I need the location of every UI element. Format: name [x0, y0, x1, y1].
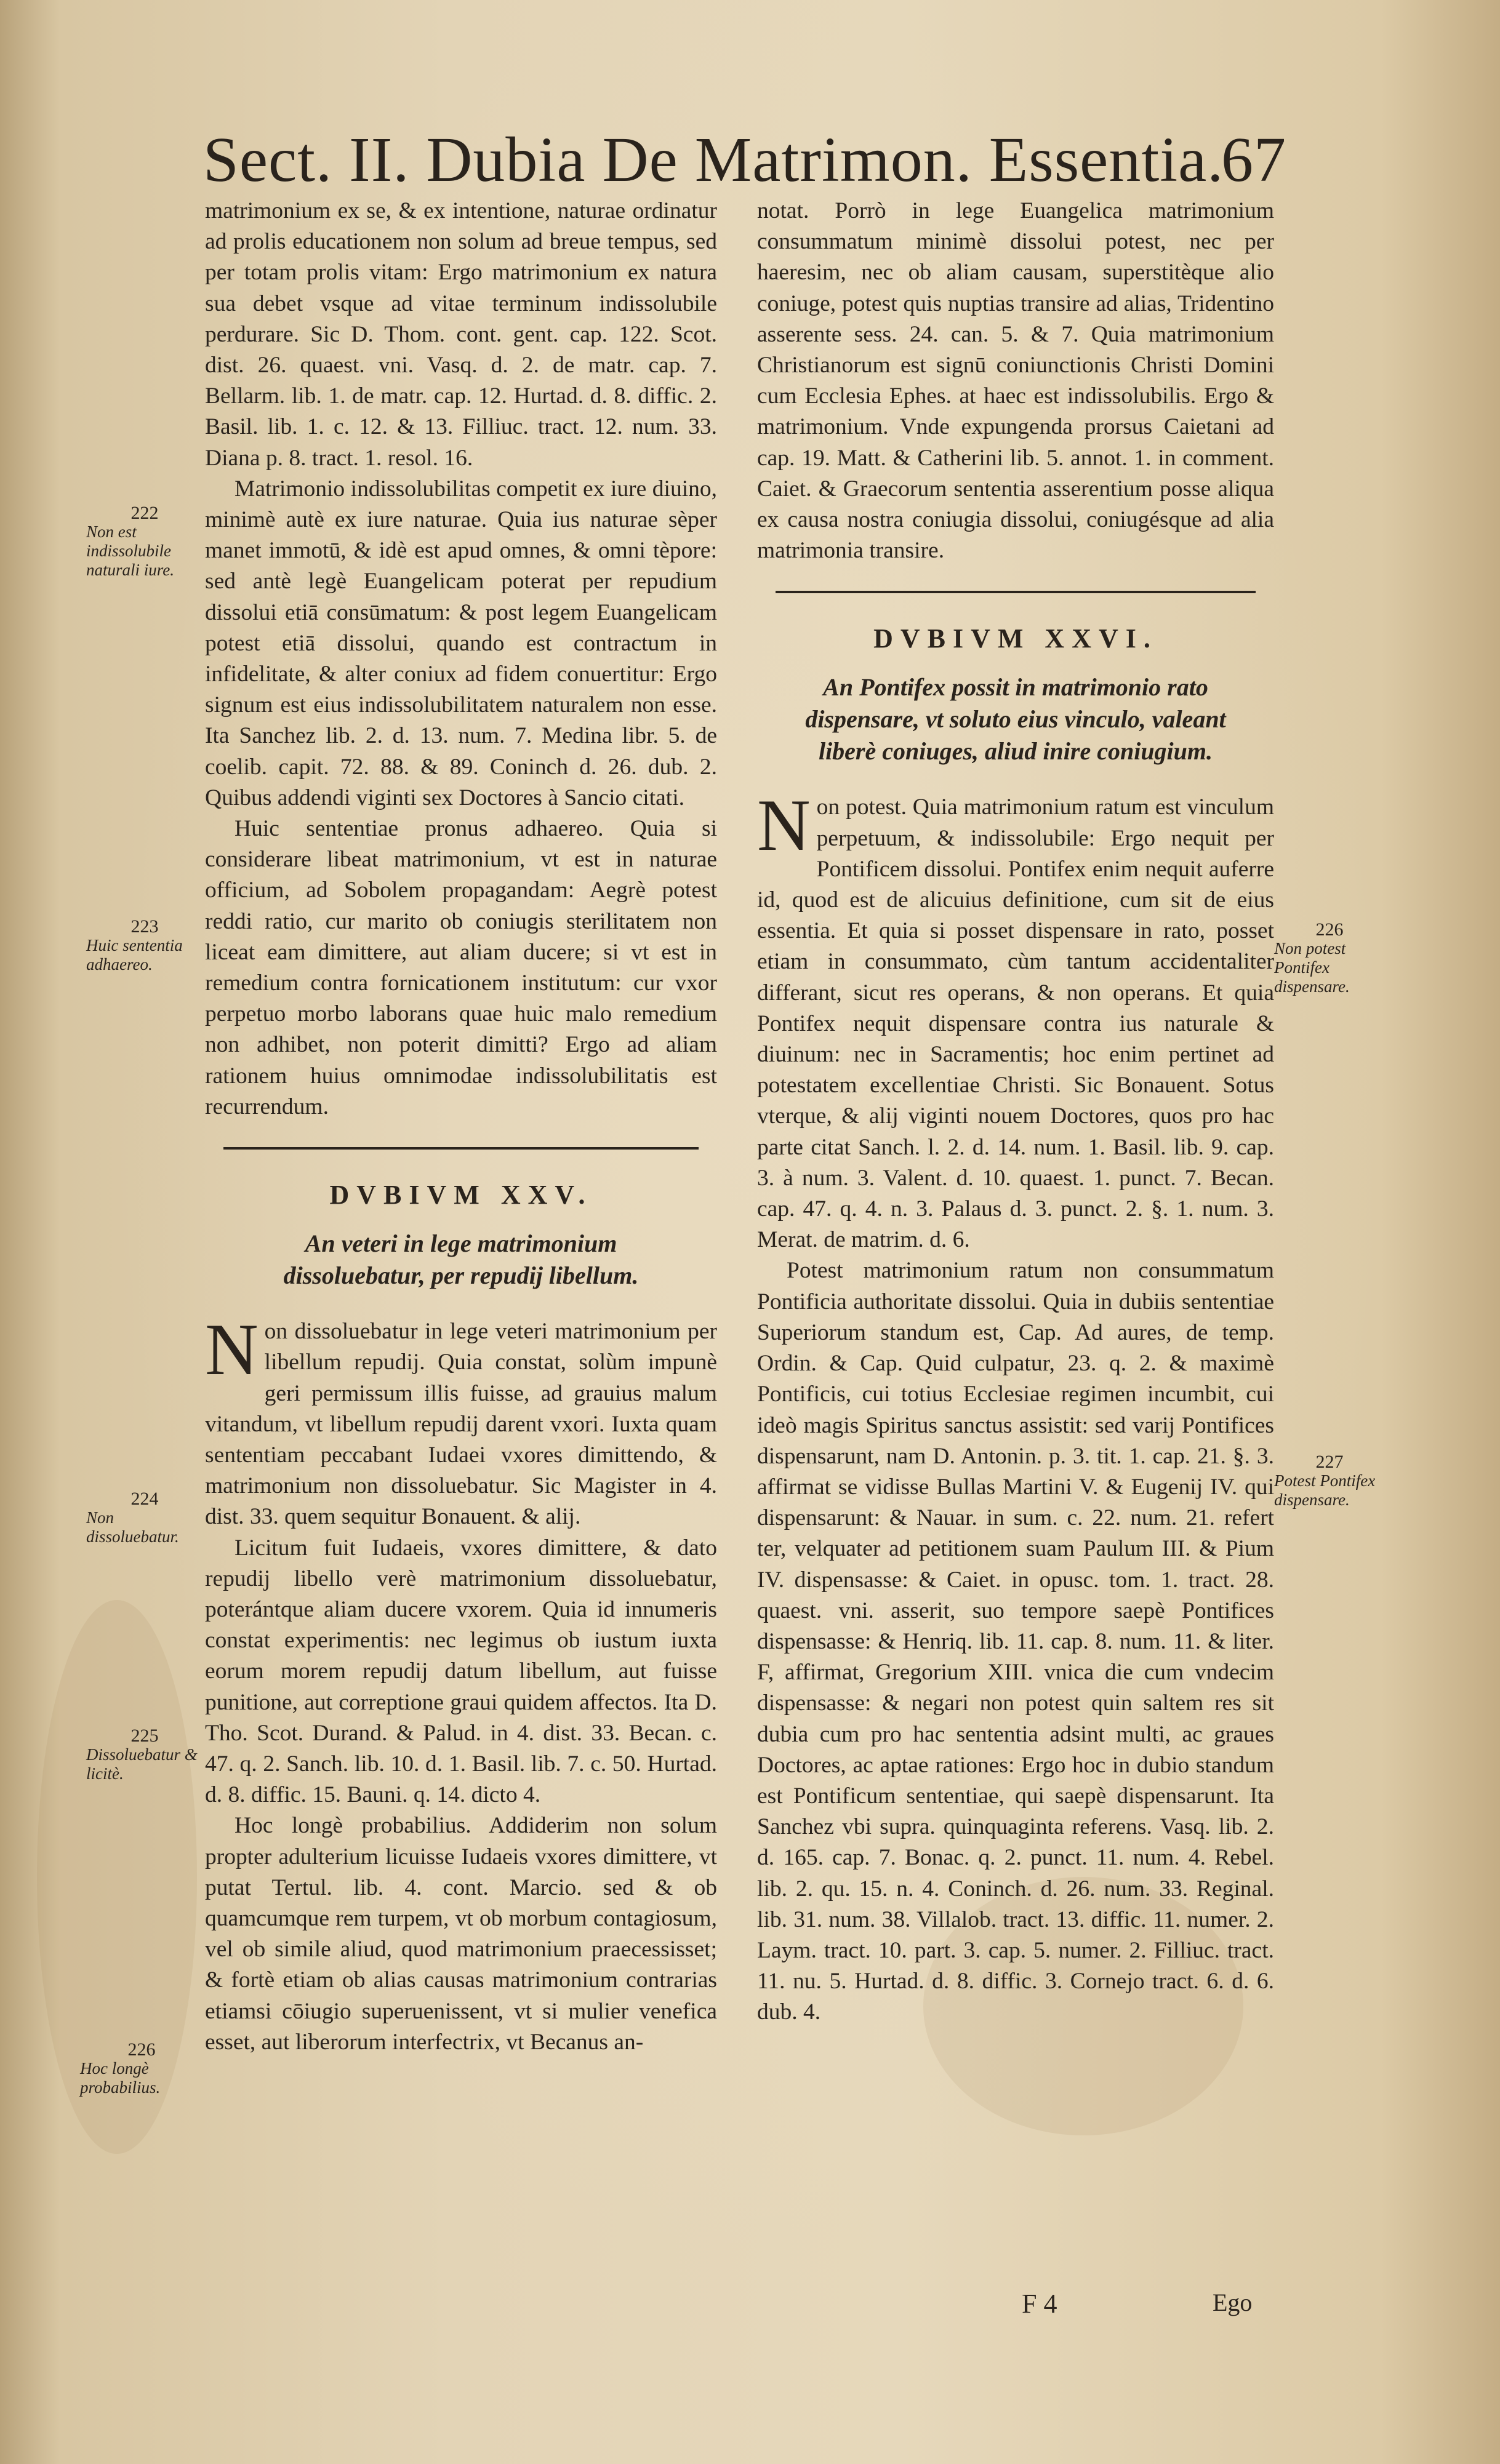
- left-column: [205, 196, 717, 2058]
- margin-note-223: 223 Huic sententia adhaereo.: [86, 916, 183, 974]
- section-divider: [223, 1147, 699, 1150]
- paragraph-224: Non dissoluebatur in lege veteri matrimonium per libellum repudij. Quia constat, solùm impunè geri permissum illis fuisse, ad grauius malum vitandum, vt libellum repudij darent vxori. Iuxta quam sententiam peccabant Iudaei vxores dimittendo, & matrimonium non dissoluebatur. Sic Magister in 4. dist. 33. quem sequitur Bonauent. & alij.: [205, 1308, 717, 1530]
- running-head: [203, 123, 1286, 197]
- margin-note-225: 225 Dissoluebatur & licitè.: [86, 1726, 198, 1783]
- dubium-xxv-heading: DVBIVM XXV.: [329, 1180, 593, 1210]
- paragraph-226: Hoc longè probabilius. Addiderim non solum propter adulterium licuisse Iudaeis vxores dimittere, vt putat Tertul. lib. 4. cont. Marcio. sed & ob quamcumque rem turpem, vt ob morbum contagiosum, vel ob simile aliud, quod matrimonium praecessisset; & fortè etiam ob alias causas matrimonium contrarias etiamsi cōiugio superuenissent, vt si mulier venefica esset, aut liberorum interfectrix, vt Becanus an-: [205, 1813, 717, 2055]
- paragraph-227: Potest matrimonium ratum non consummatum Pontificia authoritate dissolui. Quia in dubiis sententiae Superiorum standum est, Cap. Ad aures, de temp. Ordin. & Cap. Quid culpatur, 23. q. 2. & maximè Pontificis, cui totius Ecclesiae regimen incumbit, cui ideò magis Spiritus sanctus assistit: sed varij Pontifices dispensarunt, nam D. Antonin. p. 3. tit. 1. cap. 21. §. 3. affirmat se vidisse Bullas Martini V. & Eugenij IV. qui dispensarunt: & Nauar. in sum. c. 22. num. 21. refert ter, velquater ad petitionem suam Paulum III. & Pium IV. dispensasse: & Caiet. in opusc. tom. 1. tract. 28. quaest. vni. asserit, suo tempore saepè Pontifices dispensasse: & Henriq. lib. 11. cap. 8. num. 11. & liter. F, affirmat, Gregorium XIII. vnica die cum vndecim dispensasse: & negari non potest quin saltem res sit dubia cum pro hac sententia adsint multi, ac graues Doctores, ac aptae rationes: Ergo hoc in dubio standum est Pontificum sententiae, qui saepè dispensarunt. Ita Sanchez vbi supra. quinquaginta referens. Vasq. lib. 2. d. 165. cap. 7. Bonac. q. 2. punct. 11. num. 4. Rebel. lib. 2. qu. 15. n. 4. Coninch. d. 26. num. 33. Reginal. lib. 31. num. 38. Villalob. tract. 13. diffic. 11. numer. 2. Laym. tract. 10. part. 3. cap. 5. numer. 2. Filliuc. tract. 11. nu. 5. Hurtad. d. 8. diffic. 3. Cornejo tract. 6. d. 6. dub. 4.: [757, 1258, 1274, 2025]
- page-number: 67: [1221, 124, 1286, 195]
- paragraph-222: Matrimonio indissolubilitas competit ex iure diuino, minimè autè ex iure naturae. Quia ius naturae sèper manet immotū, & idè est apud omnes, & omni tèpore: sed antè legè Euangelicam poterat per repudium dissolui etiā consūmatum: & post legem Euangelicam potest etiā dissolui, quando est contractum in infidelitate, & alter coniux ad fidem conuertitur: Ergo signum est eius indissolubilitatem naturalem non esse. Ita Sanchez lib. 2. d. 13. num. 7. Medina libr. 5. de coelib. capit. 72. 88. & 89. Coninch d. 26. dub. 2. Quibus addendi viginti sex Doctores à Sancio citati.: [205, 476, 717, 810]
- margin-note-226: 226 Hoc longè probabilius.: [80, 2039, 161, 2097]
- margin-note-226-right: 226 Non potest Pontifex dispensare.: [1274, 919, 1350, 996]
- paragraph-continued: notat. Porrò in lege Euangelica matrimonium consummatum minimè dissolui potest, nec per haeresim, nec ob aliam causam, superstitèque alio coniuge, potest quis nuptias transire ad alias, Tridentino asserente sess. 24. can. 5. & 7. Quia matrimonium Christianorum est signū coniunctionis Christi Domini cum Ecclesia Ephes. at haec est indissolubilis. Ergo & matrimonium. Vnde expungenda prorsus Caietani ad cap. 19. Matt. & Catherini lib. 5. annot. 1. in comment. Caiet. & Graecorum sententia asserentium posse aliqua ex causa nostra coniugia dissolui, coniugésque ad alia matrimonia transire.: [757, 198, 1274, 564]
- paragraph-intro: matrimonium ex se, & ex intentione, naturae ordinatur ad prolis educationem non solum ad breue tempus, sed per totam prolis vitam: Ergo matrimonium ex natura sua debet vsque ad vitae terminum indissolubile perdurare. Sic D. Thom. cont. gent. cap. 122. Scot. dist. 26. quaest. vni. Vasq. d. 2. de matr. cap. 7. Bellarm. lib. 1. de matr. cap. 12. Hurtad. d. 8. diffic. 2. Basil. lib. 1. c. 12. & 13. Filliuc. tract. 12. num. 33. Diana p. 8. tract. 1. resol. 16.: [205, 198, 717, 471]
- signature-mark: F 4: [1022, 2289, 1057, 2319]
- right-column: [757, 196, 1274, 2028]
- section-divider-right: [776, 591, 1256, 593]
- dubium-xxvi-question: An Pontifex possit in matrimonio rato dispensare, vt soluto eius vinculo, valeant liberè coniuges, aliud inire coniugium.: [805, 673, 1226, 766]
- margin-note-224: 224 Non dissoluebatur.: [86, 1489, 179, 1546]
- dubium-xxv-question: An veteri in lege matrimonium dissoluebatur, per repudij libellum.: [283, 1230, 639, 1290]
- margin-note-227: 227 Potest Pontifex dispensare.: [1274, 1452, 1376, 1509]
- margin-note-222: 222 Non est indissolubile naturali iure.: [86, 503, 175, 579]
- catchword: Ego: [1213, 2289, 1253, 2316]
- running-head-title: Sect. II. Dubia De Matrimon. Essentia.: [203, 124, 1224, 195]
- paragraph-226-right: Non potest. Quia matrimonium ratum est vinculum perpetuum, & indissolubile: Ergo nequit per Pontificem dissolui. Pontifex enim nequit auferre id, quod est de alicuius definitione, cum sit de eius essentia. Et quia si posset dispensare in rato, posset etiam in consummato, cùm tantum accidentaliter differant, sicut res operans, & non operans. Et quia Pontifex nequit dispensare contra ius naturale & diuinum: nec in Sacramentis; hoc enim pertinet ad potestatem excellentiae Christi. Sic Bonauent. Sotus vterque, & alij viginti nouem Doctores, quos pro hac parte citat Sanch. l. 2. d. 14. num. 1. Basil. lib. 9. cap. 3. à num. 3. Valent. d. 10. quaest. 1. punct. 7. Becan. cap. 47. q. 4. n. 3. Palaus d. 3. punct. 2. §. 1. num. 3. Merat. de matrim. d. 6.: [757, 784, 1274, 1253]
- dubium-xxvi-heading: DVBIVM XXVI.: [873, 623, 1158, 654]
- paragraph-223: Huic sententiae pronus adhaereo. Quia si considerare libeat matrimonium, vt est in naturae officium, ad Sobolem propagandam: Aegrè potest reddi ratio, cur marito ob coniugis sterilitatem non liceat eam dimittere, aut aliam ducere; si vt est in remedium contra fornicationem institutum: cur vxor perpetuo morbo laborans quae huic malo remedium non adhibet, non poterit dimitti? Ergo ad aliam rationem huius omnimodae indissolubilitatis est recurrendum.: [205, 816, 717, 1119]
- paragraph-225: Licitum fuit Iudaeis, vxores dimittere, & dato repudij libello verè matrimonium dissoluebatur, poterántque aliam ducere vxorem. Quia id innumeris constat experimentis: nec legimus ob iustum iuxta eorum morem repudij datum libellum, aut fuisse punitione, aut correptione graui quidem affectos. Ita D. Tho. Scot. Durand. & Palud. in 4. dist. 33. Becan. c. 47. q. 2. Sanch. lib. 10. d. 1. Basil. lib. 7. c. 50. Hurtad. d. 8. diffic. 15. Bauni. q. 14. dicto 4.: [205, 1535, 717, 1808]
